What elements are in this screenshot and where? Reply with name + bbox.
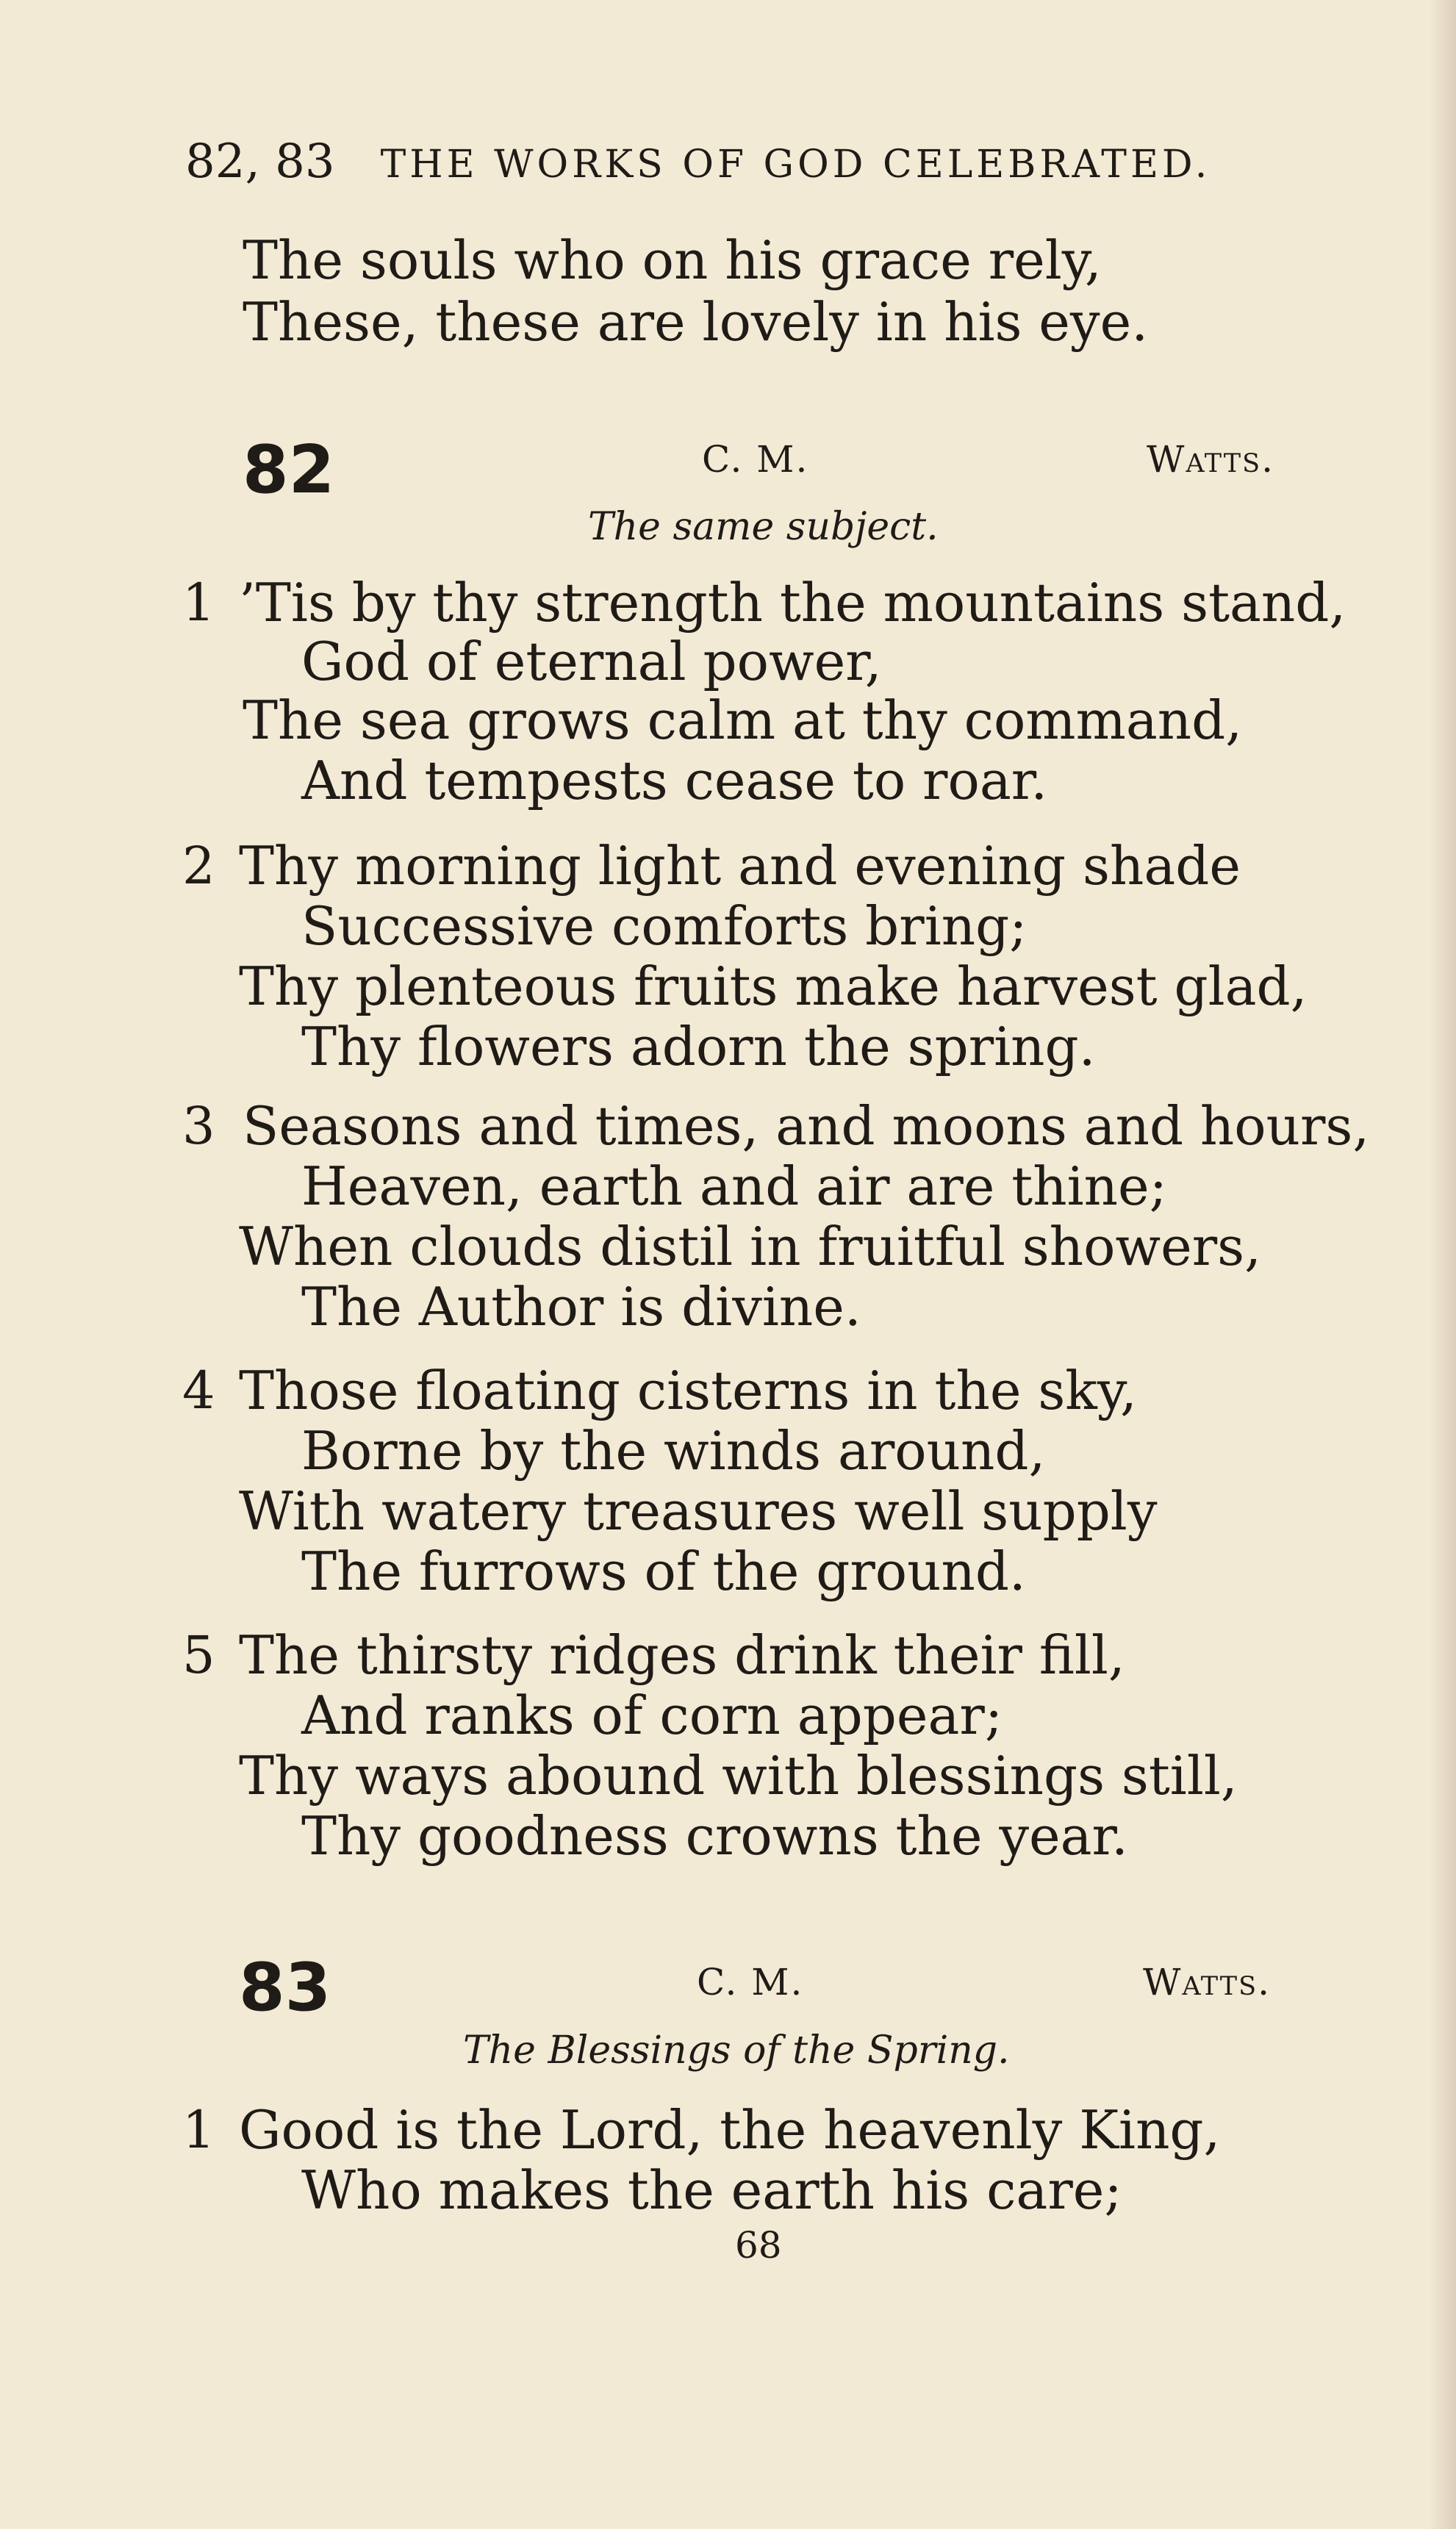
stanza-number: 4 xyxy=(182,1360,215,1421)
stanza-number: 2 xyxy=(182,836,215,896)
verse-line: Borne by the winds around, xyxy=(301,1420,1046,1482)
header-title: THE WORKS OF GOD CELEBRATED. xyxy=(380,143,1211,187)
verse-line: And tempests cease to roar. xyxy=(301,750,1048,811)
header-hymn-range: 82, 83 xyxy=(185,134,335,189)
verse-line: Successive comforts bring; xyxy=(301,895,1028,957)
verse-line: Those floating cisterns in the sky, xyxy=(239,1360,1137,1421)
verse-line: Thy plenteous fruits make harvest glad, xyxy=(239,955,1308,1017)
hymn-number: 83 xyxy=(239,1949,331,2026)
verse-line: And ranks of corn appear; xyxy=(301,1685,1003,1746)
verse-line: Thy flowers adorn the spring. xyxy=(301,1016,1096,1077)
hymn-meter: C. M. xyxy=(702,438,809,481)
page-edge-shadow xyxy=(1428,0,1456,2529)
verse-line: With watery treasures well supply xyxy=(239,1480,1158,1542)
running-header xyxy=(185,132,1251,191)
verse-line: Seasons and times, and moons and hours, xyxy=(243,1095,1370,1157)
hymn-meter: C. M. xyxy=(697,1961,804,2004)
hymn-number: 82 xyxy=(243,431,335,509)
stanza-number: 1 xyxy=(182,573,215,633)
hymn-author: Watts. xyxy=(1147,438,1274,481)
verse-line: When clouds distil in fruitful showers, xyxy=(239,1216,1261,1277)
verse-line: The sea grows calm at thy command, xyxy=(243,689,1243,751)
verse-line: God of eternal power, xyxy=(301,631,882,692)
verse-line: Who makes the earth his care; xyxy=(301,2159,1122,2221)
verse-line: Thy goodness crowns the year. xyxy=(301,1805,1128,1867)
verse-line: Thy morning light and evening shade xyxy=(239,835,1241,897)
hymn-subtitle: The Blessings of the Spring. xyxy=(463,2028,1010,2073)
verse-line: The thirsty ridges drink their fill, xyxy=(239,1624,1125,1686)
stanza-number: 1 xyxy=(182,2100,215,2160)
verse-line: The furrows of the ground. xyxy=(301,1540,1026,1602)
verse-line: Thy ways abound with blessings still, xyxy=(239,1745,1238,1807)
hymn-subtitle: The same subject. xyxy=(588,505,939,549)
verse-line: The Author is divine. xyxy=(301,1276,861,1338)
carryover-line: The souls who on his grace rely, xyxy=(243,229,1102,291)
hymn-author: Watts. xyxy=(1143,1961,1271,2004)
verse-line: ’Tis by thy strength the mountains stand, xyxy=(239,572,1346,634)
carryover-line: These, these are lovely in his eye. xyxy=(243,291,1149,353)
stanza-number: 3 xyxy=(182,1096,215,1156)
verse-line: Good is the Lord, the heavenly King, xyxy=(239,2099,1221,2161)
page-number: 68 xyxy=(735,2224,782,2267)
verse-line: Heaven, earth and air are thine; xyxy=(301,1155,1167,1217)
stanza-number: 5 xyxy=(182,1625,215,1685)
